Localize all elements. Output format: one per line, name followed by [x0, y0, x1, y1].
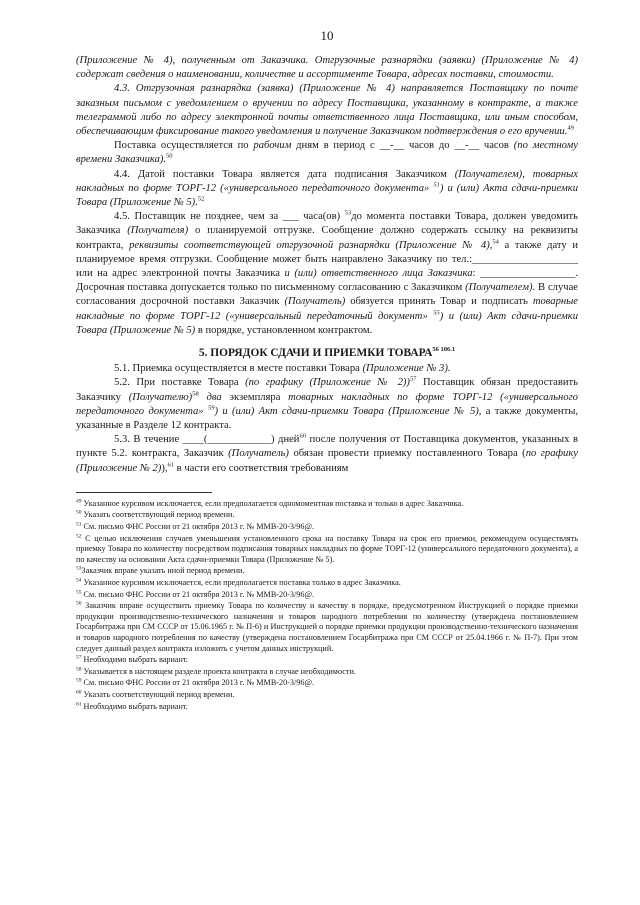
paragraph: 5.3. В течение ____(____________) дней$^{60}$ после получения от Поставщика документов, указанных в пункте 5.2. контракта, Заказчик (Получатель) обязан провести приемку поставленного Товара (по графику (Приложение № 2)),$^{61}$ в части его соответствия требованиям	[76, 432, 578, 474]
page-number: 10	[320, 28, 334, 43]
footnote-number: 61	[76, 700, 82, 707]
footnote-text: См. письмо ФНС России от 21 октября 2013 г. № ММВ-20-3/96@.	[81, 589, 315, 599]
footnote	[76, 678, 578, 689]
footnote-text: Указанное курсивом исключается, если предполагается поставка только в адрес Заказчика.	[81, 578, 401, 588]
footnote	[76, 578, 578, 589]
paragraph: 4.5. Поставщик не позднее, чем за ___ часа(ов) $^{53}$до момента поставки Товара, должен уведомить Заказчика (Получателя) о планируемой отгрузке. Сообщение должно содержать ссылку на реквизиты контракта, реквизиты соответствующей отгрузочной разнарядки (Приложение № 4),$^{54}$ а также дату и планируемое время отгрузки. Сообщение может быть направлено Заказчику по тел.:____________________ или на адрес электронной почты Заказчика и (или) ответственного лица Заказчика: __________________. Досрочная поставка допускается только по письменному согласованию с Заказчиком (Получателем). В случае согласования досрочной поставки Заказчик (Получатель) обязуется принять Товар и подписать товарные накладные по форме ТОРГ-12 («универсальный передаточный документ» $^{55}$) и (или) Акт сдачи-приемки Товара (Приложение № 5) в порядке, установленном контрактом.	[76, 209, 579, 336]
footnote	[76, 534, 578, 566]
paragraph: 4.3. Отгрузочная разнарядка (заявка) (Приложение № 4) направляется Поставщику по почте заказным письмом с уведомлением о вручении по адресу Поставщика, указанному в контракте, а также телеграммой либо по адресу электронной почты ответственного лица Поставщика, или иным способом, обеспечивающим фиксирование такого уведомления и получение Заказчиком подтверждения о его вручении.$^{49}$	[76, 83, 578, 138]
footnote	[76, 690, 578, 701]
footnote-text: Заказчик вправе осуществить приемку Товара по количеству и качеству в порядке, предусмотренном Инструкцией о порядке приемки продукции производственно-технического назначения и товаров народного потребления по количеству (утверждена постановлением Госарбитража при СМ СССР от 15.06.1965 г. № П-6) и Инструкцией о порядке приемки продукции производственно-технического назначения и товаров народного потребления по качеству (утверждена постановлением Госарбитража при СМ СССР от 25.04.1966 г. № П-7). При этом следует данный раздел контракта изложить с учетом данных инструкций.	[76, 601, 578, 653]
footnote-text: Указать соответствующий период времени.	[81, 689, 235, 699]
footnote-number: 54	[76, 577, 82, 584]
footnote-number: 59	[76, 677, 82, 684]
footnote-text: См. письмо ФНС России от 21 октября 2013 г. № ММВ-20-3/96@.	[81, 522, 315, 532]
footnote-number: 53	[76, 565, 82, 572]
footnote	[76, 510, 578, 521]
footnote-number: 52	[76, 532, 82, 539]
footnote-number: 49	[76, 498, 82, 505]
footnote-number: 57	[76, 654, 82, 661]
footnote-number: 51	[76, 521, 82, 528]
section-heading-footnote-marks: 56 106.1	[432, 346, 456, 354]
footnote	[76, 702, 578, 713]
footnote	[76, 499, 578, 510]
paragraph: (Приложение № 4), полученным от Заказчика. Отгрузочные разнарядки (заявки) (Приложение № 4) содержат сведения о наименовании, количестве и ассортименте Товара, адресах поставки, стоимости.	[76, 55, 578, 81]
footnote-number: 55	[76, 588, 82, 595]
footnote	[76, 590, 578, 601]
paragraph: 4.4. Датой поставки Товара является дата подписания Заказчиком (Получателем), товарных накладных по форме ТОРГ-12 («универсального передаточного документа» $^{51}$) и (или) Акта сдачи-приемки Товара (Приложение № 5).$^{52}$	[76, 168, 578, 209]
footnote-text: Указать соответствующий период времени.	[81, 510, 235, 520]
footnote-text: Указанное курсивом исключается, если предполагается одномоментная поставка и только в адрес Заказчика.	[81, 498, 464, 508]
paragraphs-section-5	[76, 362, 578, 476]
footnote-number: 60	[76, 689, 82, 696]
footnote-text: Необходимо выбрать вариант.	[81, 655, 188, 665]
section-heading-title: 5. ПОРЯДОК СДАЧИ И ПРИЕМКИ ТОВАРА	[198, 347, 433, 360]
footnote	[76, 655, 578, 666]
footnote-text: См. письмо ФНС России от 21 октября 2013 г. № ММВ-20-3/96@.	[81, 678, 315, 688]
footnote	[76, 667, 578, 678]
footnote	[76, 522, 578, 533]
footnote-text: Заказчик вправе указать иной период времени.	[81, 566, 245, 576]
footnote-text: Необходимо выбрать вариант.	[81, 701, 188, 711]
footnote-separator	[76, 492, 212, 493]
paragraph: 5.1. Приемка осуществляется в месте поставки Товара (Приложение № 3).	[114, 363, 451, 375]
body-text	[76, 54, 578, 476]
footnote-number: 56	[76, 600, 82, 607]
footnote-number: 50	[76, 509, 82, 516]
section-heading	[76, 346, 578, 360]
footnote	[76, 601, 578, 654]
paragraphs-section-4	[76, 54, 578, 338]
footnote-text: Указывается в настоящем разделе проекта контракта в случае необходимости.	[81, 666, 356, 676]
footnotes	[76, 499, 578, 712]
paragraph: Поставка осуществляется по рабочим дням в период с __-__ часов до __-__ часов (по местному времени Заказчика).$^{50}$	[76, 140, 578, 166]
paragraph: 5.2. При поставке Товара (по графику (Приложение № 2))$^{57}$ Поставщик обязан предоставить Заказчику (Получателю)$^{58}$ два экземпляра товарных накладных по форме ТОРГ-12 («универсального передаточного документа» $^{59}$) и (или) Акт сдачи-приемки Товара (Приложение № 5), а также документы, указанные в Разделе 12 контракта.	[76, 375, 579, 432]
footnote	[76, 566, 578, 577]
footnote-text: С целью исключения случаев уменьшения установленного срока на поставку Товара на срок его приемки, рекомендуем осуществлять приемку Товара по количеству посредством подписания товарных накладных по форме ТОРГ-12 (универсального передаточного документа), а по качеству на основании Акта сдачи-приемки Товара (Приложение № 5).	[76, 533, 578, 564]
footnote-number: 58	[76, 666, 82, 673]
